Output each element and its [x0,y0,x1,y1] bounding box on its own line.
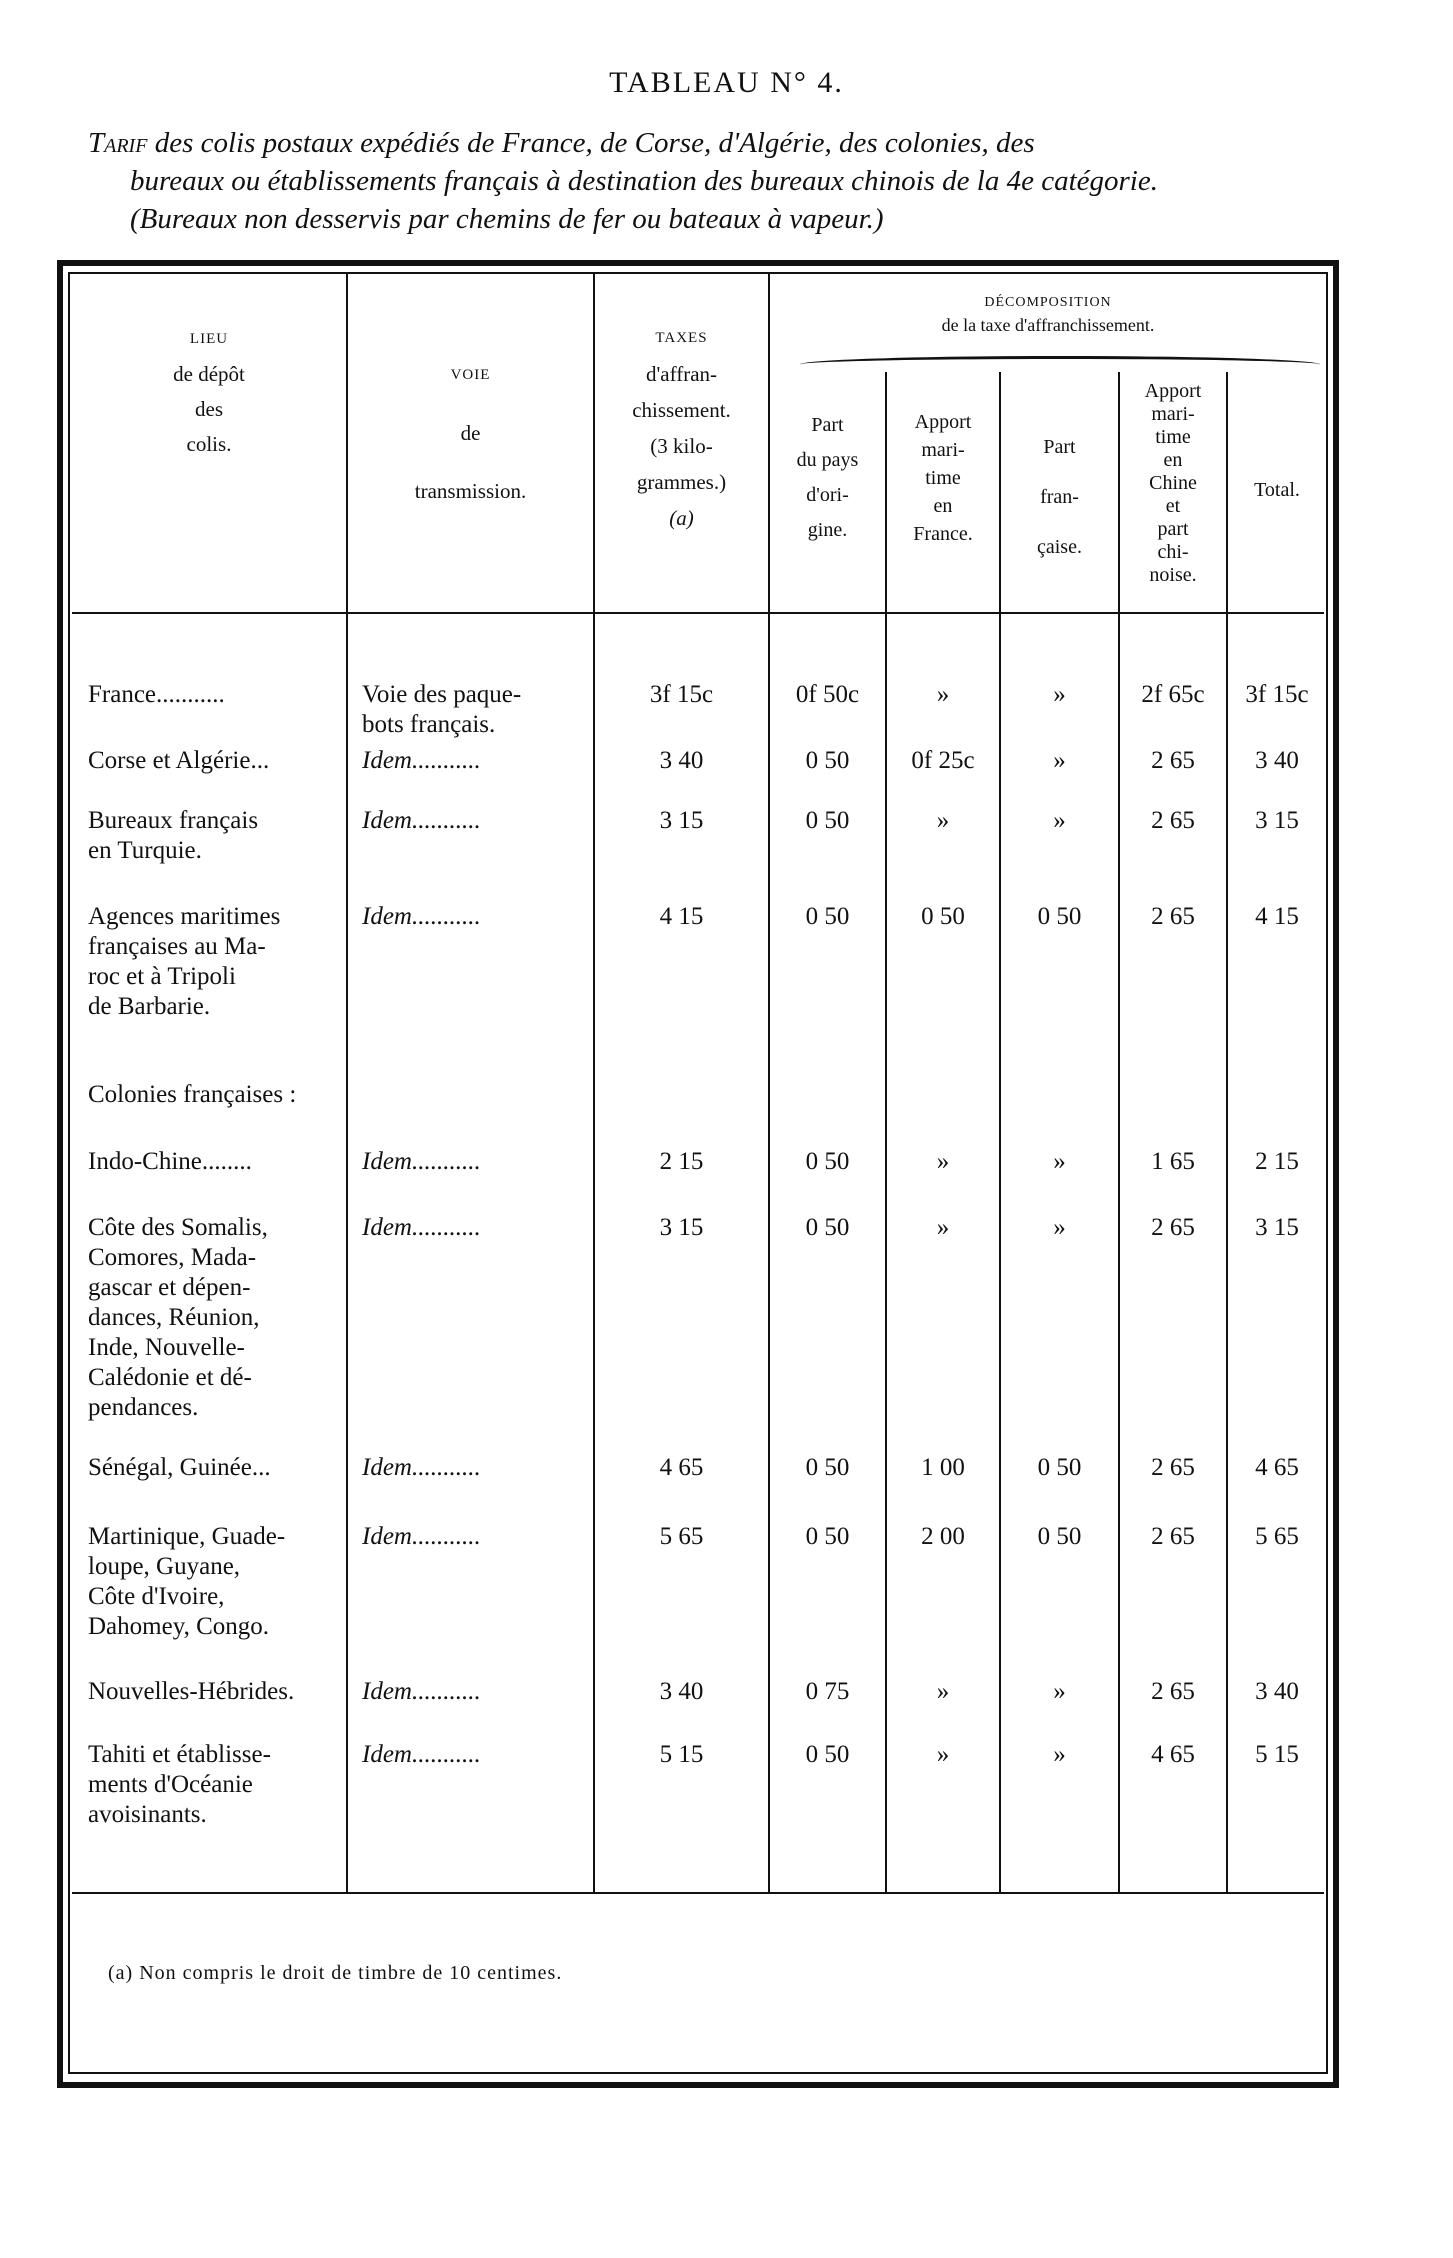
header-decomposition [770,292,1326,336]
apport-fr-cell: » [936,1148,950,1175]
header-part-pays-1: Part [811,414,844,436]
taxe-cell: 4 65 [659,1454,704,1481]
place-cell: Corse et Algérie... [88,747,270,774]
chine-cell: 2 65 [1151,1678,1195,1705]
header-total-label: Total. [1254,479,1300,501]
header-voie-3: transmission. [414,479,527,503]
taxe-cell: 3 40 [659,747,704,774]
taxe-cell: 2 15 [659,1148,704,1175]
header-part-pays-2: du pays [796,449,859,471]
part-fr-cell: » [1053,747,1066,774]
total-cell: 3 40 [1255,1678,1299,1705]
total-cell: 3 15 [1255,807,1299,834]
header-total [1228,478,1326,502]
route-cell: Idem........... [362,807,481,834]
taxe-cell: 3 15 [659,1214,704,1241]
pays-cell: 0 50 [805,747,850,774]
col-divider-6 [1118,372,1120,1892]
route-cell: Idem........... [362,1741,481,1768]
route-cell: Idem........... [362,1148,481,1175]
header-part-pays-3: d'ori- [806,484,849,506]
apport-fr-cell: » [936,807,950,834]
total-cell: 5 15 [1255,1741,1299,1768]
apport-fr-cell: » [936,1741,950,1768]
header-decomposition-sub: de la taxe d'affranchissement. [941,315,1155,335]
header-apport-chine-9: noise. [1149,564,1197,586]
route-cell: Idem........... [362,1454,481,1481]
header-part-pays-4: gine. [807,519,848,541]
pays-cell: 0 50 [805,1741,850,1768]
route-cell: Idem........... [362,747,481,774]
chine-cell: 2 65 [1151,1454,1195,1481]
place-cell: Sénégal, Guinée... [88,1454,271,1481]
header-taxes-6: (a) [669,506,694,530]
header-apport-chine-2: mari- [1151,403,1195,425]
header-apport-chine-7: part [1157,518,1189,540]
place-cell: Nouvelles-Hébrides. [88,1678,295,1705]
total-cell: 5 65 [1255,1523,1299,1550]
header-lieu-2: de dépôt [173,362,245,386]
route-cell: Voie des paque- bots français. [362,681,522,738]
place-cell: Indo-Chine........ [88,1148,252,1175]
header-apport-france-3: time [925,467,961,489]
part-fr-cell: » [1053,807,1066,834]
header-voie-1: VOIE [450,367,491,383]
apport-fr-cell: 1 00 [921,1454,965,1481]
part-fr-cell: 0 50 [1037,903,1082,930]
taxe-cell: 3f 15c [649,681,714,708]
place-cell: Bureaux français en Turquie. [88,807,259,864]
taxe-cell: 3 40 [659,1678,704,1705]
header-decomposition-title: DÉCOMPOSITION [984,295,1112,310]
pays-cell: 0f 50c [795,681,860,708]
col-divider-4 [885,372,887,1892]
table-title: TABLEAU N° 4. [609,66,844,99]
header-apport-france [887,408,999,548]
part-fr-cell: 0 50 [1037,1454,1082,1481]
place-cell: Agences maritimes françaises au Ma- roc et à Tripoli de Barbarie. [88,903,281,1020]
caption-line-1: des colis postaux expédiés de France, de Corse, d'Algérie, des colonies, des [147,127,1035,159]
header-lieu [72,322,346,462]
chine-cell: 2 65 [1151,747,1195,774]
header-lieu-4: colis. [186,432,232,456]
header-apport-chine-3: time [1155,426,1191,448]
header-apport-chine [1120,380,1226,587]
header-part-francaise [1001,422,1118,572]
chine-cell: 2 65 [1151,1214,1195,1241]
pays-cell: 0 50 [805,1148,850,1175]
pays-cell: 0 50 [805,807,850,834]
route-cell: Idem........... [362,1523,481,1550]
taxe-cell: 3 15 [659,807,704,834]
header-part-francaise-3: çaise. [1037,536,1082,558]
apport-fr-cell: 2 00 [921,1523,965,1550]
header-rule [72,612,1324,614]
header-taxes [595,320,768,536]
header-voie-2: de [460,421,481,445]
route-cell: Idem........... [362,903,481,930]
footnote: (a) Non compris le droit de timbre de 10 centimes. [108,1962,563,1984]
apport-fr-cell: » [936,681,950,708]
apport-fr-cell: 0f 25c [911,747,975,774]
part-fr-cell: » [1053,1148,1066,1175]
apport-fr-cell: 0 50 [921,903,965,930]
chine-cell: 2f 65c [1141,681,1205,708]
header-part-francaise-2: fran- [1040,486,1079,508]
part-fr-cell: » [1053,1678,1066,1705]
total-cell: 4 15 [1255,903,1299,930]
part-fr-cell: » [1053,1214,1066,1241]
header-taxes-3: chissement. [632,398,731,422]
bottom-rule [72,1892,1324,1894]
header-taxes-2: d'affran- [645,362,718,386]
total-cell: 2 15 [1255,1148,1299,1175]
header-apport-france-1: Apport [914,411,972,433]
total-cell: 4 65 [1255,1454,1299,1481]
place-cell: Colonies françaises : [88,1081,297,1108]
taxe-cell: 5 65 [659,1523,704,1550]
place-cell: France........... [88,681,225,708]
header-voie [348,346,593,520]
col-divider-7 [1226,372,1228,1892]
total-cell: 3 40 [1255,747,1299,774]
pays-cell: 0 50 [805,1454,850,1481]
header-apport-france-5: France. [913,523,973,545]
place-cell: Martinique, Guade- loupe, Guyane, Côte d'Ivoire, Dahomey, Congo. [88,1523,286,1640]
pays-cell: 0 50 [805,1214,850,1241]
pays-cell: 0 50 [805,1523,850,1550]
chine-cell: 2 65 [1151,1523,1195,1550]
chine-cell: 1 65 [1151,1148,1195,1175]
part-fr-cell: 0 50 [1037,1523,1082,1550]
col-divider-5 [999,372,1001,1892]
chine-cell: 2 65 [1151,903,1195,930]
chine-cell: 4 65 [1151,1741,1195,1768]
apport-fr-cell: » [936,1678,950,1705]
caption-line-3: (Bureaux non desservis par chemins de fer ou bateaux à vapeur.) [130,203,884,235]
header-taxes-4: (3 kilo- [650,434,713,458]
place-cell: Côte des Somalis, Comores, Mada- gascar et dépen- dances, Réunion, Inde, Nouvelle- Calédonie et dé- pendances. [88,1214,268,1421]
chine-cell: 2 65 [1151,807,1195,834]
apport-fr-cell: » [936,1214,950,1241]
taxe-cell: 5 15 [659,1741,704,1768]
header-apport-france-2: mari- [921,439,965,461]
route-cell: Idem........... [362,1214,481,1241]
part-fr-cell: » [1053,681,1066,708]
caption-lead: Tarif [88,127,148,159]
header-lieu-1: LIEU [189,331,229,347]
total-cell: 3f 15c [1245,681,1309,708]
header-apport-chine-1: Apport [1144,380,1202,402]
route-cell: Idem........... [362,1678,481,1705]
header-lieu-3: des [195,397,223,421]
place-cell: Tahiti et établisse- ments d'Océanie avoisinants. [88,1741,271,1828]
header-apport-chine-4: en [1163,449,1183,471]
header-taxes-5: grammes.) [636,470,727,494]
taxe-cell: 4 15 [659,903,704,930]
table-caption [88,124,1333,238]
header-apport-chine-5: Chine [1149,472,1197,494]
header-part-francaise-1: Part [1043,436,1076,458]
header-taxes-1: TAXES [655,330,708,346]
pays-cell: 0 50 [805,903,850,930]
pays-cell: 0 75 [805,1678,850,1705]
part-fr-cell: » [1053,1741,1066,1768]
header-apport-chine-8: chi- [1157,541,1189,563]
total-cell: 3 15 [1255,1214,1299,1241]
caption-line-2: bureaux ou établissements français à destination des bureaux chinois de la 4e catégorie. [130,165,1158,197]
decomposition-brace [800,356,1320,373]
header-apport-france-4: en [933,495,953,517]
header-part-pays [770,408,885,548]
header-apport-chine-6: et [1165,495,1181,517]
